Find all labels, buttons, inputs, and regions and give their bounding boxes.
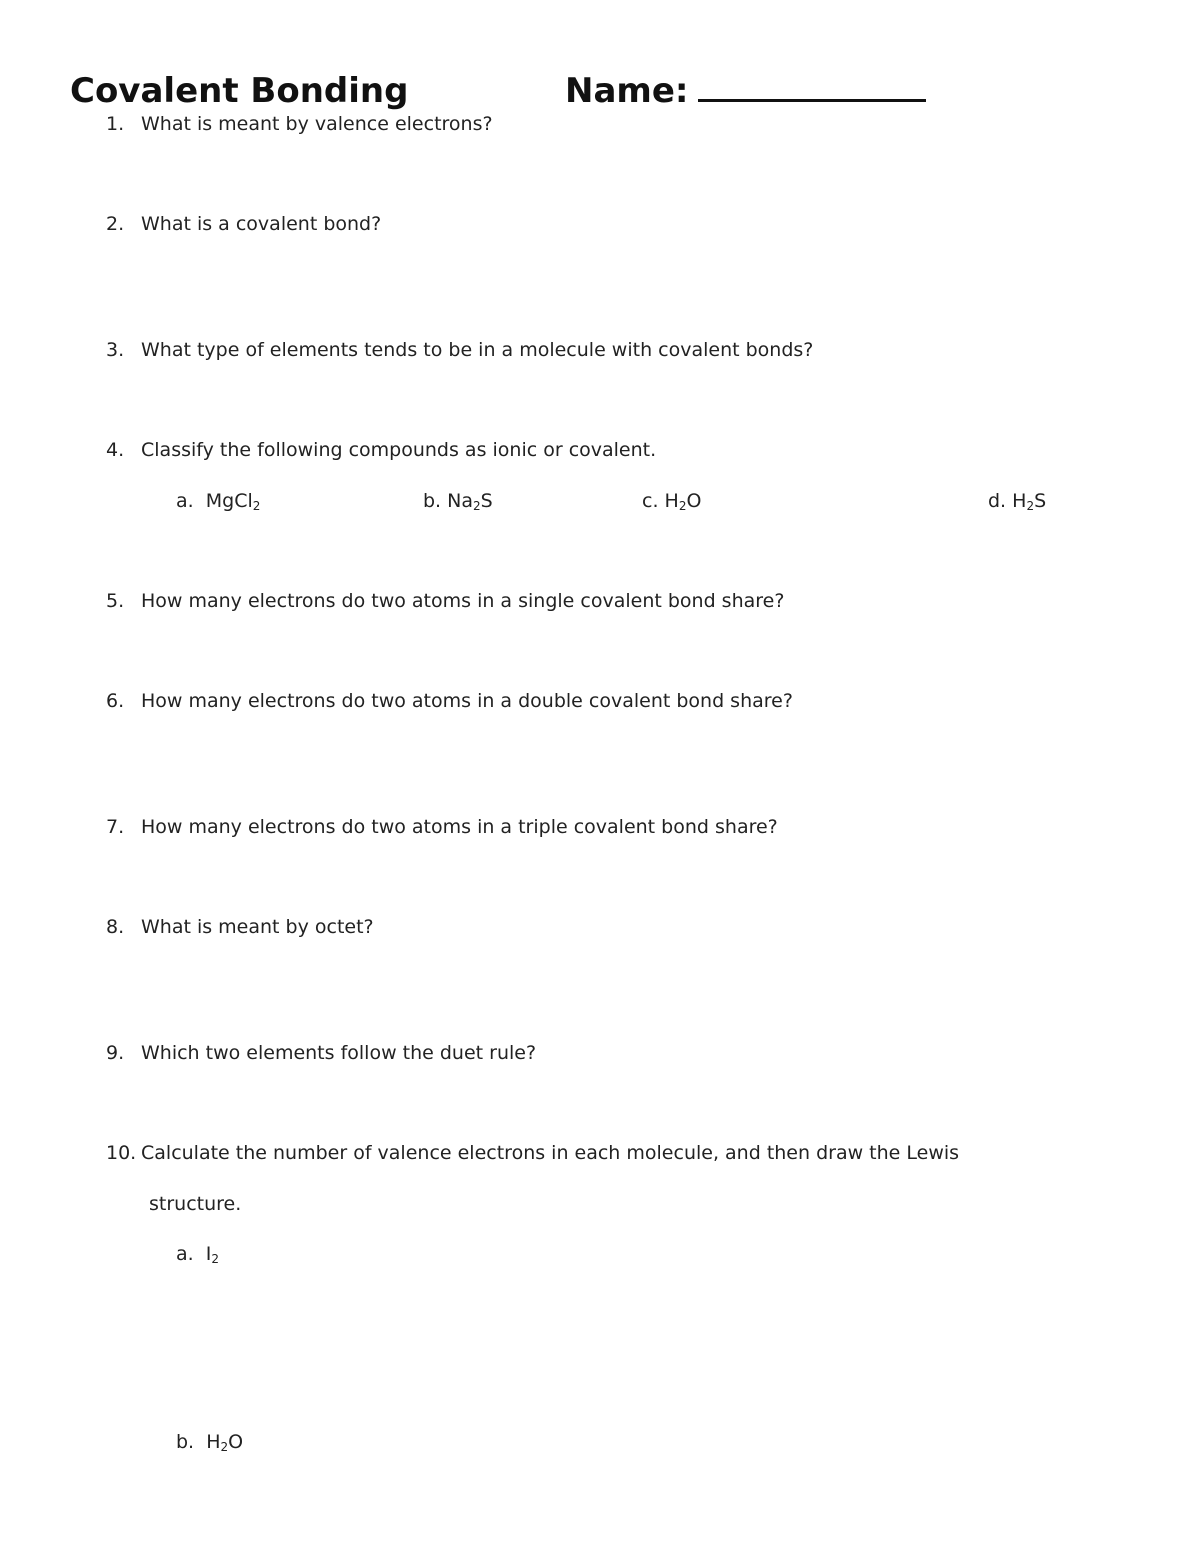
name-label: Name: <box>565 71 689 111</box>
name-blank-line[interactable] <box>698 75 926 102</box>
worksheet-title: Covalent Bonding <box>70 71 409 111</box>
q4-option-a <box>176 492 260 511</box>
q10-option-b <box>176 1433 243 1452</box>
question-number: 8. <box>106 916 125 938</box>
question-number: 10. <box>106 1142 137 1164</box>
option-formula-tail: S <box>480 490 493 512</box>
option-subscript: 2 <box>252 499 261 513</box>
question-number: 5. <box>106 590 125 612</box>
question-text: What is meant by octet? <box>141 916 374 938</box>
option-subscript: 2 <box>473 499 481 513</box>
q4-option-d <box>988 492 1046 511</box>
question-text: Calculate the number of valence electrons in each molecule, and then draw the Lewis <box>141 1142 960 1164</box>
question-number: 4. <box>106 439 125 461</box>
name-field[interactable] <box>565 71 926 111</box>
option-subscript: 2 <box>678 499 687 513</box>
option-subscript: 2 <box>1026 499 1035 513</box>
question-text: Which two elements follow the duet rule? <box>141 1042 537 1064</box>
question-number: 9. <box>106 1042 125 1064</box>
question-text: What is a covalent bond? <box>141 213 382 235</box>
q10-option-a <box>176 1245 219 1264</box>
question-text: How many electrons do two atoms in a triple covalent bond share? <box>141 816 778 838</box>
option-formula-tail: O <box>686 490 702 512</box>
option-label: b. <box>423 490 442 512</box>
question-number: 2. <box>106 213 125 235</box>
option-formula: I <box>205 1243 212 1265</box>
page-title <box>70 71 409 111</box>
option-label: c. <box>642 490 659 512</box>
option-formula: H <box>1012 490 1027 512</box>
option-formula: Na <box>447 490 474 512</box>
question-text: Classify the following compounds as ionic or covalent. <box>141 439 657 461</box>
question-10-continuation <box>149 1195 241 1214</box>
q4-option-c <box>642 492 701 511</box>
option-label: b. <box>176 1431 195 1453</box>
question-text: How many electrons do two atoms in a double covalent bond share? <box>141 690 793 712</box>
option-label: a. <box>176 490 194 512</box>
question-number: 7. <box>106 816 125 838</box>
q4-option-b <box>423 492 493 511</box>
option-subscript: 2 <box>220 1440 229 1454</box>
option-formula: H <box>664 490 679 512</box>
question-text: How many electrons do two atoms in a single covalent bond share? <box>141 590 785 612</box>
option-subscript: 2 <box>211 1252 220 1266</box>
question-text: What type of elements tends to be in a molecule with covalent bonds? <box>141 339 814 361</box>
option-formula: H <box>206 1431 221 1453</box>
option-label: d. <box>988 490 1007 512</box>
question-number: 3. <box>106 339 125 361</box>
question-number: 6. <box>106 690 125 712</box>
option-formula-tail: O <box>228 1431 244 1453</box>
option-formula-tail: S <box>1034 490 1047 512</box>
question-text-continuation: structure. <box>149 1193 242 1215</box>
question-number: 1. <box>106 113 125 135</box>
option-formula: MgCl <box>205 490 253 512</box>
option-label: a. <box>176 1243 194 1265</box>
question-text: What is meant by valence electrons? <box>141 113 493 135</box>
